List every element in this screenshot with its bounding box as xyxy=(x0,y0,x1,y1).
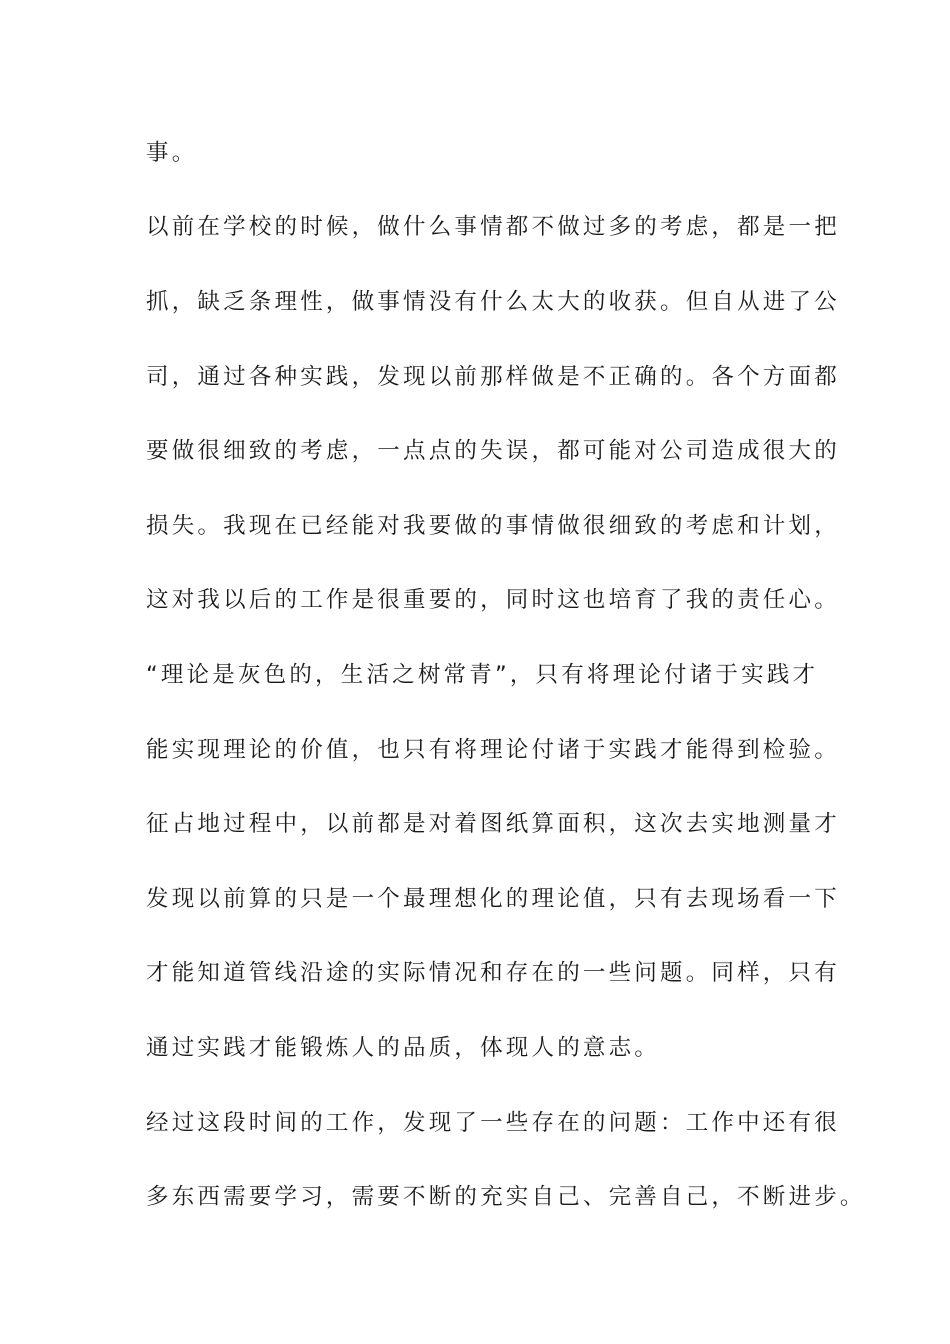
text-line: 事。 xyxy=(146,140,198,166)
text-line: 损失。我现在已经能对我要做的事情做很细致的考虑和计划， xyxy=(146,513,840,539)
text-line: “理论是灰色的，生活之树常青”，只有将理论付诸于实践才 xyxy=(146,662,819,688)
text-line: 以前在学校的时候，做什么事情都不做过多的考虑，都是一把 xyxy=(146,214,840,240)
text-line: 能实现理论的价值，也只有将理论付诸于实践才能得到检验。 xyxy=(146,737,840,763)
text-line: 这对我以后的工作是很重要的，同时这也培育了我的责任心。 xyxy=(146,587,840,613)
text-line: 通过实践才能锻炼人的品质，体现人的意志。 xyxy=(146,1035,661,1061)
text-line: 司，通过各种实践，发现以前那样做是不正确的。各个方面都 xyxy=(146,364,840,390)
text-line: 抓，缺乏条理性，做事情没有什么太大的收获。但自从进了公 xyxy=(146,289,840,315)
text-line: 发现以前算的只是一个最理想化的理论值，只有去现场看一下 xyxy=(146,886,840,912)
text-line: 经过这段时间的工作，发现了一些存在的问题：工作中还有很 xyxy=(146,1110,840,1136)
text-line: 征占地过程中，以前都是对着图纸算面积，这次去实地测量才 xyxy=(146,811,840,837)
text-line: 要做很细致的考虑，一点点的失误，都可能对公司造成很大的 xyxy=(146,438,840,464)
text-line: 才能知道管线沿途的实际情况和存在的一些问题。同样，只有 xyxy=(146,960,840,986)
text-line: 多东西需要学习，需要不断的充实自己、完善自己，不断进步。 xyxy=(146,1184,866,1210)
